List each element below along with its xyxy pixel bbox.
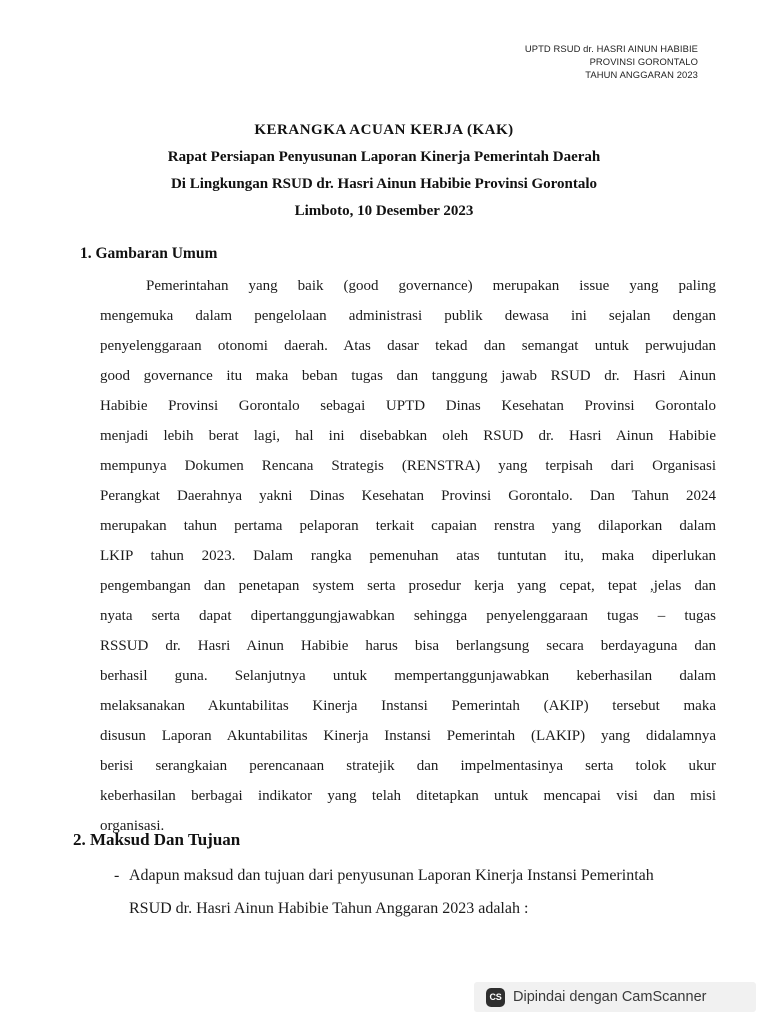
paragraph-line: berhasil guna. Selanjutnya untuk mempertanggunjawabkan keberhasilan dalam <box>100 668 716 684</box>
paragraph-line: RSSUD dr. Hasri Ainun Habibie harus bisa berlangsung secara berdayaguna dan <box>100 638 716 654</box>
bullet-text: Adapun maksud dan tujuan dari penyusunan Laporan Kinerja Instansi Pemerintah <box>129 867 654 884</box>
header-line-institution: UPTD RSUD dr. HASRI AINUN HABIBIE <box>524 43 698 54</box>
document-title-block <box>0 117 768 225</box>
section-1-body <box>100 271 716 841</box>
paragraph-line: Pemerintahan yang baik (good governance) merupakan issue yang paling <box>146 278 716 294</box>
bullet-line-continuation: RSUD dr. Hasri Ainun Habibie Tahun Anggaran 2023 adalah : <box>129 900 529 917</box>
header-line-fiscal-year: TAHUN ANGGARAN 2023 <box>585 69 698 80</box>
paragraph-line: pengembangan dan penetapan system serta prosedur kerja yang cepat, tepat ,jelas dan <box>100 578 716 594</box>
header-line-province: PROVINSI GORONTALO <box>589 56 698 67</box>
section-heading-gambaran-umum: 1. Gambaran Umum <box>80 245 218 262</box>
paragraph-line: mengemuka dalam pengelolaan administrasi publik dewasa ini sejalan dengan <box>100 308 716 324</box>
document-subtitle-1: Rapat Persiapan Penyusunan Laporan Kinerja Pemerintah Daerah <box>167 149 601 165</box>
camscanner-logo-icon: CS <box>486 988 505 1007</box>
paragraph-line: LKIP tahun 2023. Dalam rangka pemenuhan atas tuntutan itu, maka diperlukan <box>100 548 716 564</box>
camscanner-watermark <box>474 982 756 1012</box>
header-institution-info <box>525 42 698 81</box>
watermark-text: Dipindai dengan CamScanner <box>513 989 707 1005</box>
paragraph-line: nyata serta dapat dipertanggungjawabkan sehingga penyelenggaraan tugas – tugas <box>100 608 716 624</box>
paragraph-line: melaksanakan Akuntabilitas Kinerja Instansi Pemerintah (AKIP) tersebut maka <box>100 698 716 714</box>
paragraph-line: organisasi. <box>100 818 165 834</box>
section-heading-maksud-dan-tujuan: 2. Maksud Dan Tujuan <box>73 830 241 849</box>
paragraph-line: Perangkat Daerahnya yakni Dinas Kesehatan Provinsi Gorontalo. Dan Tahun 2024 <box>100 488 716 504</box>
paragraph-line: disusun Laporan Akuntabilitas Kinerja Instansi Pemerintah (LAKIP) yang didalamnya <box>100 728 716 744</box>
document-title: KERANGKA ACUAN KERJA (KAK) <box>254 122 514 138</box>
bullet-line <box>114 859 739 892</box>
paragraph-line: merupakan tahun pertama pelaporan terkait capaian renstra yang dilaporkan dalam <box>100 518 716 534</box>
paragraph-line: penyelenggaraan otonomi daerah. Atas dasar tekad dan semangat untuk perwujudan <box>100 338 716 354</box>
document-subtitle-2: Di Lingkungan RSUD dr. Hasri Ainun Habibie Provinsi Gorontalo <box>170 176 598 192</box>
paragraph-line: good governance itu maka beban tugas dan tanggung jawab RSUD dr. Hasri Ainun <box>100 368 716 384</box>
paragraph-line: keberhasilan berbagai indikator yang telah ditetapkan untuk mencapai visi dan misi <box>100 788 716 804</box>
paragraph-line: berisi serangkaian perencanaan stratejik dan impelmentasinya serta tolok ukur <box>100 758 716 774</box>
paragraph-line: Habibie Provinsi Gorontalo sebagai UPTD Dinas Kesehatan Provinsi Gorontalo <box>100 398 716 414</box>
document-date: Limboto, 10 Desember 2023 <box>294 203 474 219</box>
bullet-marker: - <box>114 867 120 884</box>
paragraph-line: mempunya Dokumen Rencana Strategis (RENSTRA) yang terpisah dari Organisasi <box>100 458 716 474</box>
bullet-item <box>114 859 739 925</box>
paragraph-line: menjadi lebih berat lagi, hal ini disebabkan oleh RSUD dr. Hasri Ainun Habibie <box>100 428 716 444</box>
